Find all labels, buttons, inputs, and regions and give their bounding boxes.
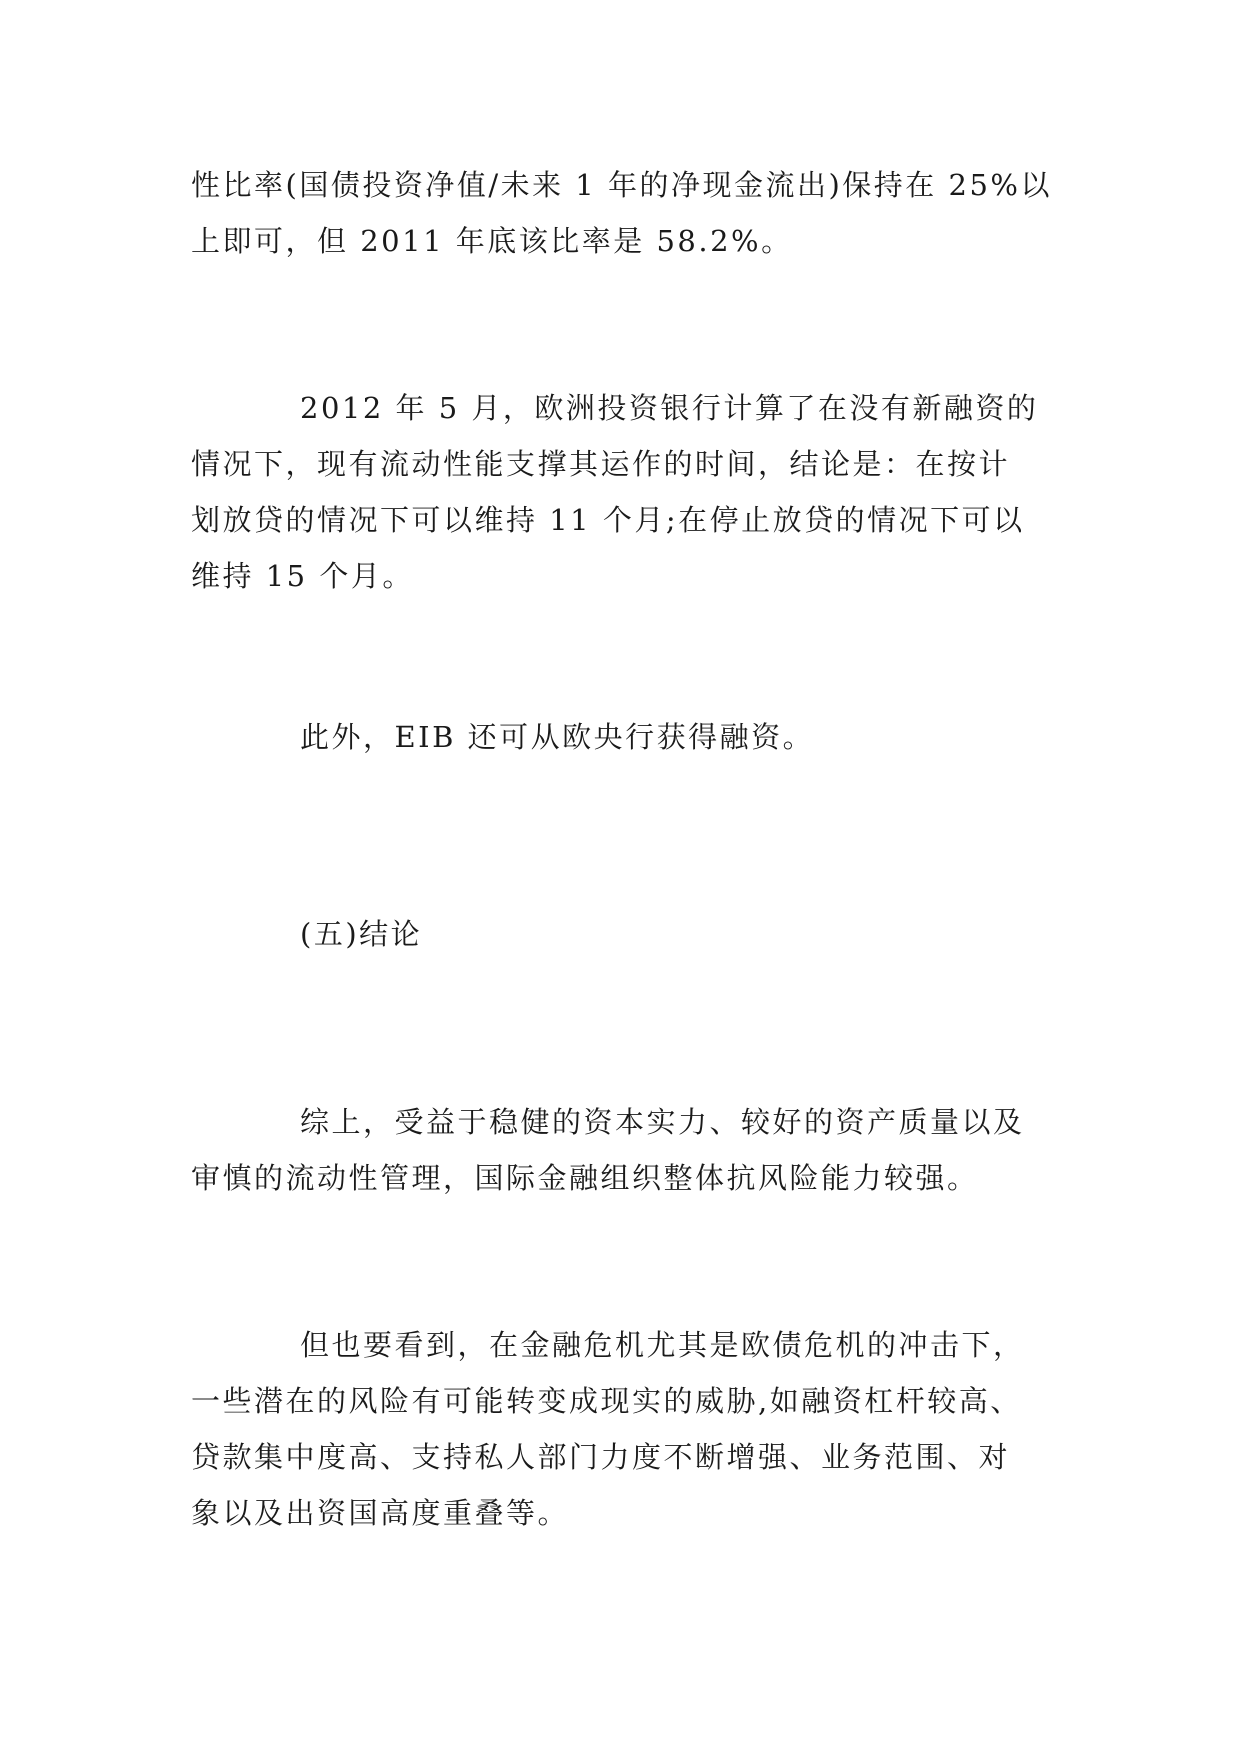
text-line: 但也要看到，在金融危机尤其是欧债危机的冲击下， [300, 1328, 1025, 1362]
paragraph-liquidity-ratio [191, 157, 1052, 269]
text-line: 性比率(国债投资净值/未来 1 年的净现金流出)保持在 25%以 [191, 168, 1052, 202]
text-line: 情况下，现有流动性能支撑其运作的时间，结论是：在按计 [191, 447, 1011, 481]
text-line: 维持 15 个月。 [191, 559, 414, 593]
text-line: 2012 年 5 月，欧洲投资银行计算了在没有新融资的 [300, 391, 1039, 425]
text-line: 贷款集中度高、支持私人部门力度不断增强、业务范围、对 [191, 1440, 1011, 1474]
paragraph-eib-liquidity-calculation [191, 380, 1049, 604]
text-line: 综上，受益于稳健的资本实力、较好的资产质量以及 [300, 1105, 1025, 1139]
paragraph-risks [191, 1317, 1049, 1541]
text-line: 审慎的流动性管理，国际金融组织整体抗风险能力较强。 [191, 1161, 979, 1195]
section-heading-conclusion [191, 906, 1049, 962]
text-line: 象以及出资国高度重叠等。 [191, 1496, 570, 1530]
paragraph-summary [191, 1094, 1049, 1206]
paragraph-ecb-financing [191, 709, 1049, 765]
text-line: 此外，EIB 还可从欧央行获得融资。 [300, 720, 815, 754]
heading-text: (五)结论 [300, 917, 423, 951]
text-line: 上即可，但 2011 年底该比率是 58.2%。 [191, 224, 793, 258]
text-line: 一些潜在的风险有可能转变成现实的威胁,如融资杠杆较高、 [191, 1384, 1022, 1418]
text-line: 划放贷的情况下可以维持 11 个月;在停止放贷的情况下可以 [191, 503, 1025, 537]
